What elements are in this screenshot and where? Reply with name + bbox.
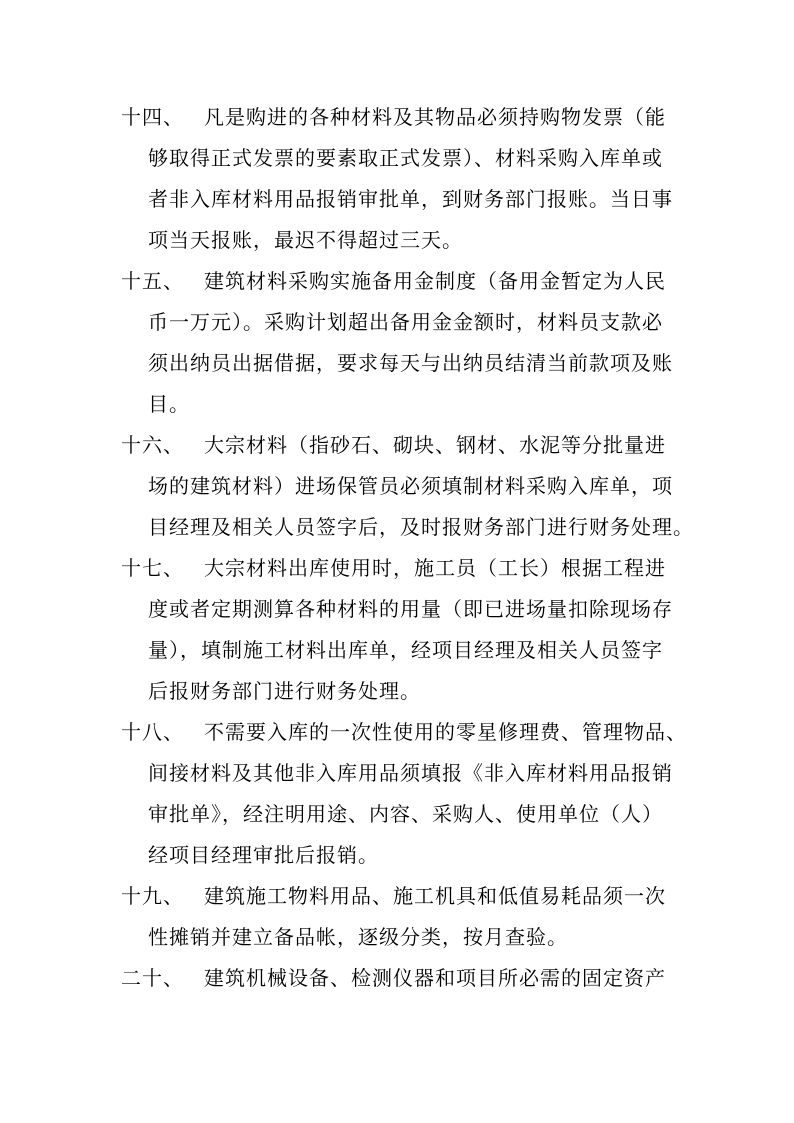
clause-number: 十五、 [121, 269, 184, 293]
clause-line: 币一万元）。采购计划超出备用金金额时，材料员支款必 [148, 310, 663, 334]
clause-line: 不需要入库的一次性使用的零星修理费、管理物品、 [204, 720, 687, 744]
clause-number: 十八、 [121, 720, 184, 744]
clause-line: 间接材料及其他非入库用品须填报《非入库材料用品报销 [148, 761, 673, 785]
clause-line: 凡是购进的各种材料及其物品必须持购物发票（能 [204, 105, 666, 129]
clause-line: 够取得正式发票的要素取正式发票）、材料采购入库单或 [148, 146, 663, 170]
clause-line: 建筑施工物料用品、施工机具和低值易耗品须一次 [204, 884, 666, 908]
clause-line: 者非入库材料用品报销审批单，到财务部门报账。当日事 [148, 187, 673, 211]
clause-number: 二十、 [121, 966, 184, 990]
clause-line: 大宗材料出库使用时，施工员（工长）根据工程进 [204, 556, 666, 580]
clause-line: 后报财务部门进行财务处理。 [148, 679, 421, 703]
clause-number: 十九、 [121, 884, 184, 908]
clause-line: 审批单》，经注明用途、内容、采购人、使用单位（人） [148, 802, 663, 826]
clause-line: 性摊销并建立备品帐，逐级分类，按月查验。 [148, 925, 568, 949]
clause-line: 目经理及相关人员签字后，及时报财务部门进行财务处理。 [148, 515, 694, 539]
clause-line: 度或者定期测算各种材料的用量（即已进场量扣除现场存 [148, 597, 673, 621]
clause-line: 目。 [148, 392, 190, 416]
clause-line: 建筑材料采购实施备用金制度（备用金暂定为人民 [204, 269, 666, 293]
clause-line: 经项目经理审批后报销。 [148, 843, 379, 867]
clause-line: 场的建筑材料）进场保管员必须填制材料采购入库单，项 [148, 474, 673, 498]
clause-number: 十七、 [121, 556, 184, 580]
clause-number: 十六、 [121, 433, 184, 457]
clause-line: 量），填制施工材料出库单，经项目经理及相关人员签字 [148, 638, 663, 662]
clause-line: 须出纳员出据借据，要求每天与出纳员结清当前款项及账 [148, 351, 673, 375]
clause-line: 建筑机械设备、检测仪器和项目所必需的固定资产 [204, 966, 666, 990]
clause-number: 十四、 [121, 105, 184, 129]
clause-line: 项当天报账，最迟不得超过三天。 [148, 228, 463, 252]
clause-line: 大宗材料（指砂石、砌块、钢材、水泥等分批量进 [204, 433, 666, 457]
